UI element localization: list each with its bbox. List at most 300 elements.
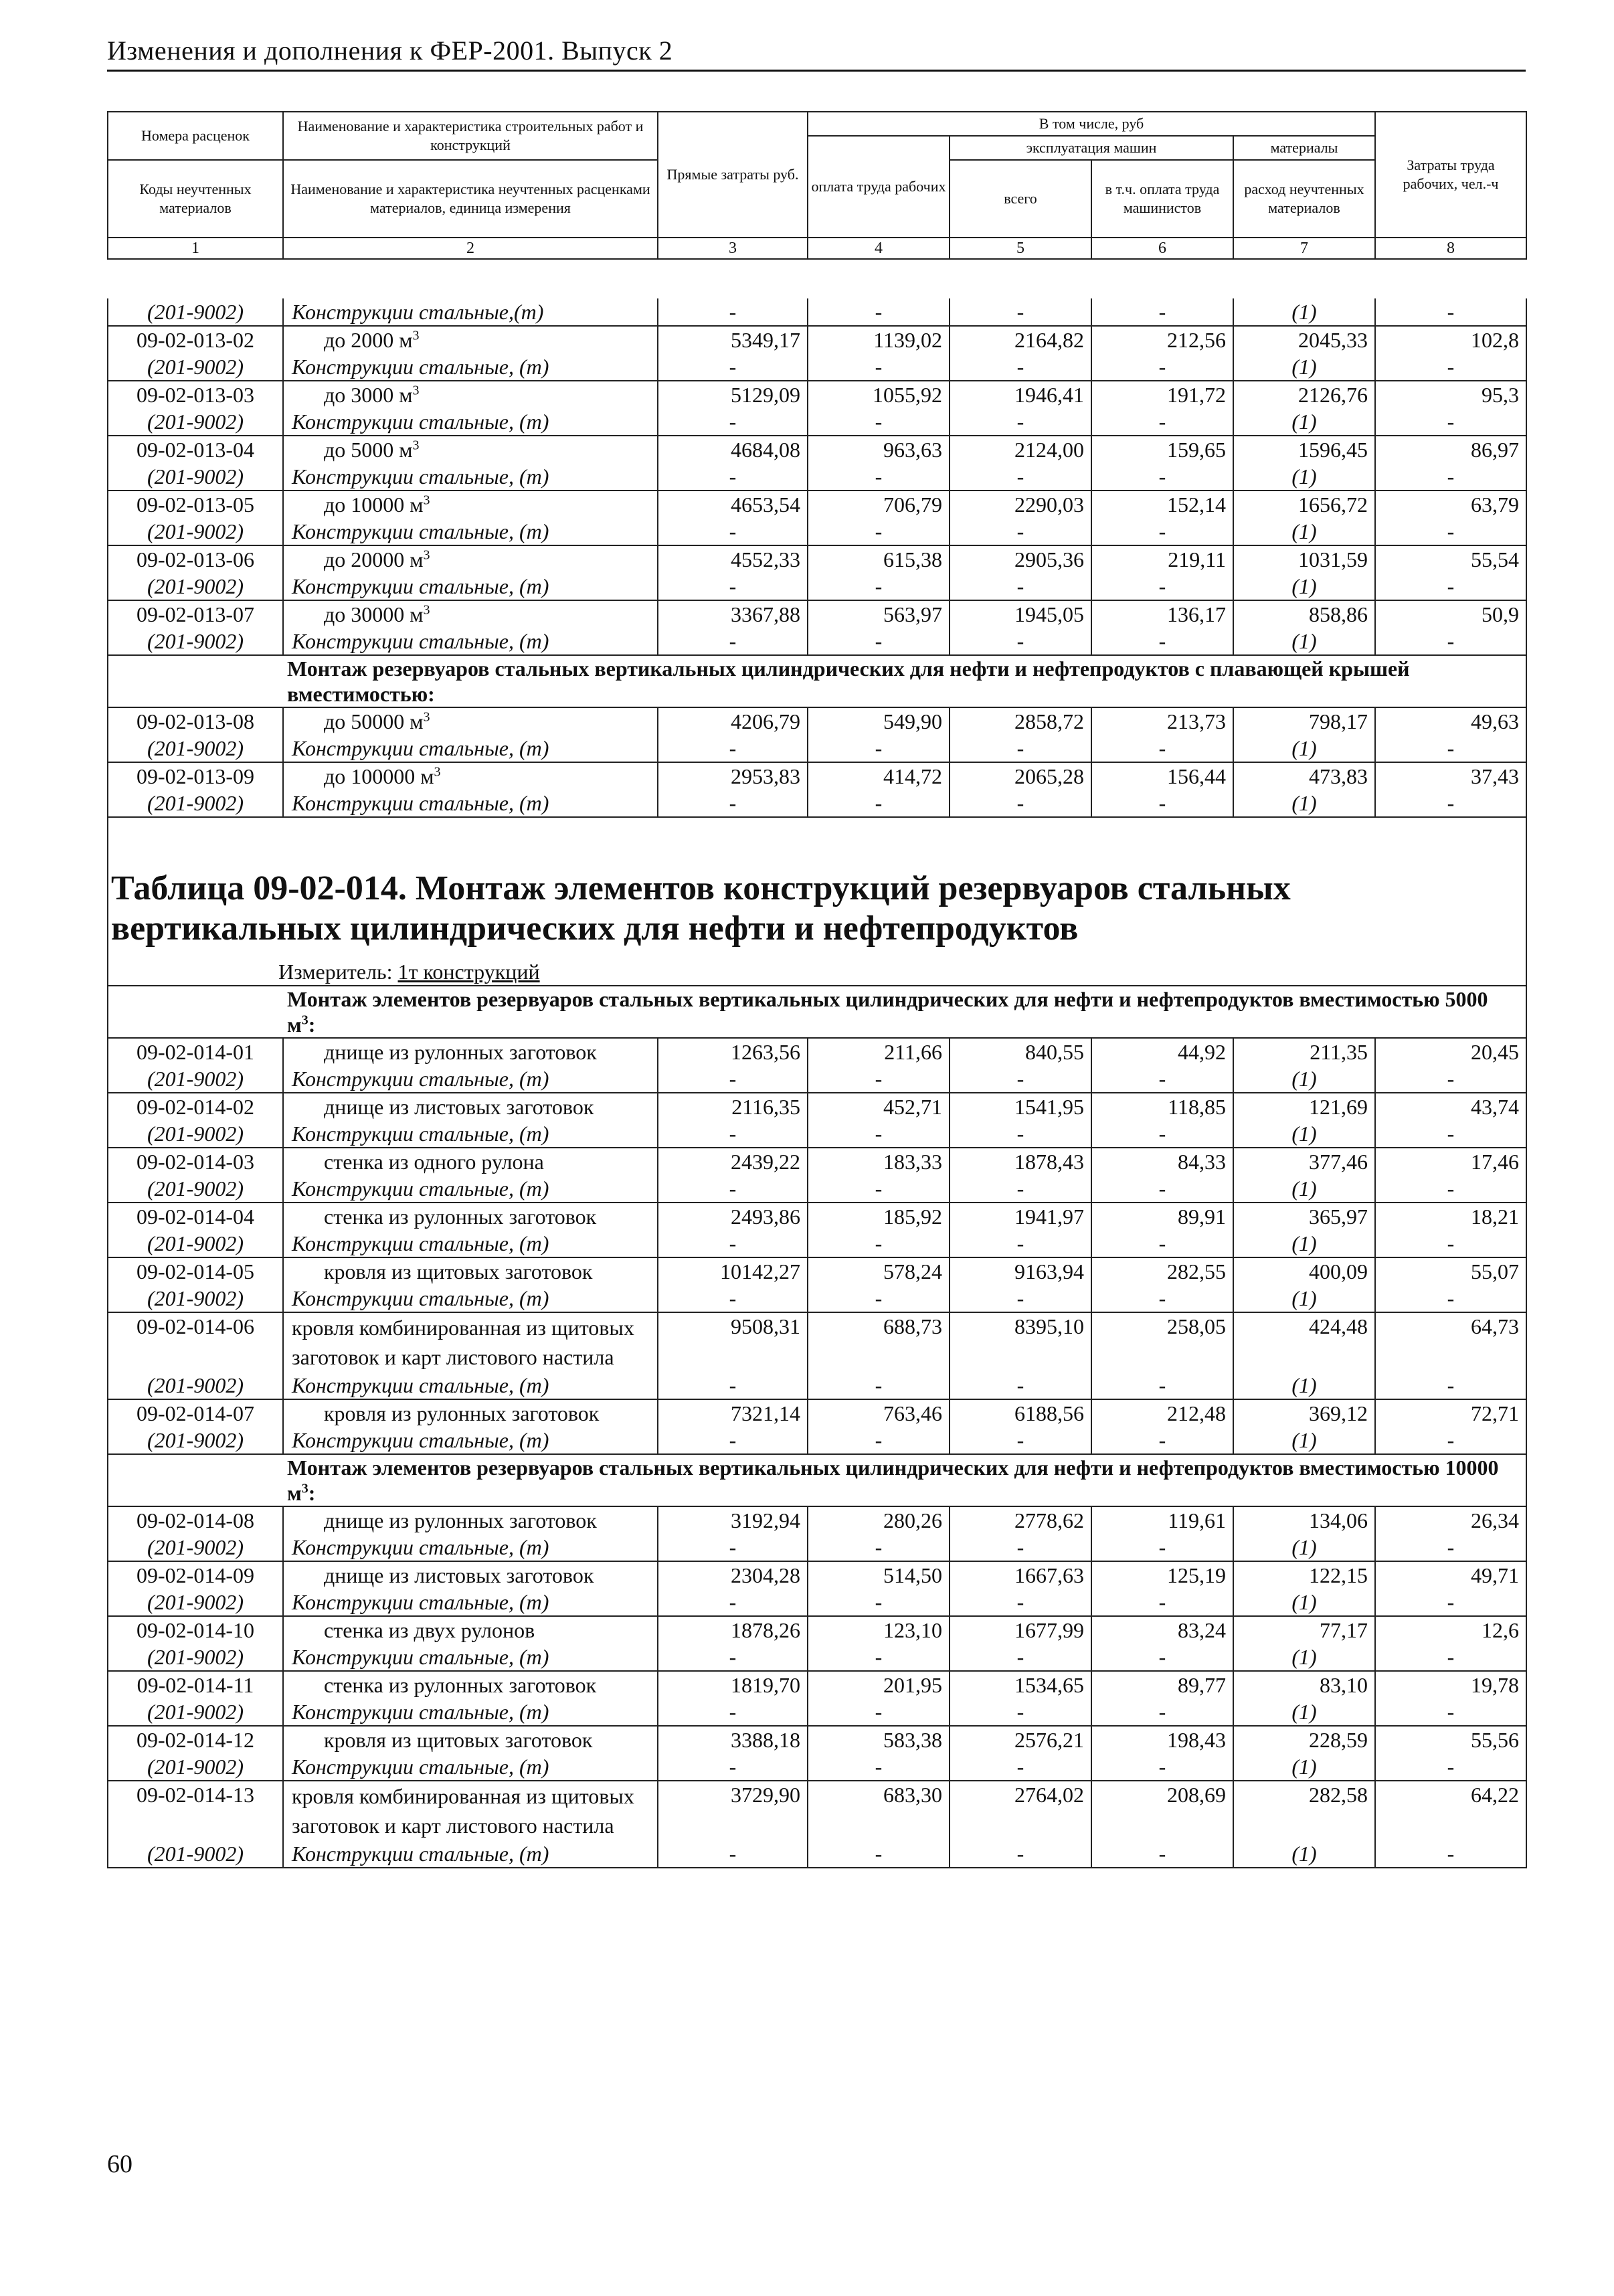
rate-value: 72,71 [1375, 1399, 1526, 1427]
rate-value: 1878,26 [658, 1616, 808, 1644]
rate-name-text: до 30000 м [324, 602, 424, 626]
material-quantity: (1) [1233, 1534, 1375, 1561]
material-row [108, 1840, 1526, 1868]
material-name: Конструкции стальные, (т) [283, 1534, 658, 1561]
rate-value: 1946,41 [950, 381, 1091, 408]
rate-value: 20,45 [1375, 1038, 1526, 1065]
rate-code: 09-02-014-08 [108, 1506, 283, 1534]
rate-value: 1534,65 [950, 1671, 1091, 1698]
value-dash: - [808, 1120, 950, 1148]
rate-value: 121,69 [1233, 1093, 1375, 1120]
rate-value: 400,09 [1233, 1257, 1375, 1285]
rate-value: 49,71 [1375, 1561, 1526, 1589]
rate-name [283, 381, 658, 408]
rate-value: 152,14 [1091, 491, 1233, 518]
value-dash: - [1375, 1372, 1526, 1399]
material-quantity: (1) [1233, 573, 1375, 600]
material-row [108, 353, 1526, 381]
value-dash: - [950, 1698, 1091, 1726]
section-heading-row [108, 1454, 1526, 1506]
rate-value: 89,77 [1091, 1671, 1233, 1698]
material-quantity: (1) [1233, 735, 1375, 762]
value-dash: - [1091, 790, 1233, 817]
material-name: Конструкции стальные, (т) [283, 1120, 658, 1148]
material-name: Конструкции стальные, (т) [283, 408, 658, 436]
rate-name [283, 491, 658, 518]
rate-row [108, 1093, 1526, 1120]
material-code: (201-9002) [108, 1753, 283, 1781]
rate-value: 63,79 [1375, 491, 1526, 518]
header-rule [107, 70, 1526, 72]
material-row [108, 408, 1526, 436]
rate-name-text: днище из рулонных заготовок [324, 1040, 597, 1064]
material-row [108, 1065, 1526, 1093]
superscript: 3 [301, 1012, 308, 1028]
value-dash: - [808, 1175, 950, 1203]
material-row [108, 1534, 1526, 1561]
rate-name-text: до 10000 м [324, 493, 424, 517]
superscript: 3 [301, 1481, 308, 1496]
material-row [108, 518, 1526, 545]
material-name: Конструкции стальные, (т) [283, 1175, 658, 1203]
rates-table [107, 298, 1527, 1868]
material-code: (201-9002) [108, 1285, 283, 1312]
value-dash: - [658, 463, 808, 491]
material-quantity: (1) [1233, 1644, 1375, 1671]
rate-value: 2116,35 [658, 1093, 808, 1120]
value-dash: - [1375, 1175, 1526, 1203]
value-dash: - [1091, 1427, 1233, 1454]
value-dash: - [658, 1534, 808, 1561]
value-dash: - [808, 1285, 950, 1312]
rate-value: 43,74 [1375, 1093, 1526, 1120]
rate-row [108, 1781, 1526, 1840]
value-dash: - [1091, 735, 1233, 762]
material-quantity: (1) [1233, 463, 1375, 491]
col-header-materials: материалы [1233, 136, 1375, 160]
value-dash: - [950, 1840, 1091, 1868]
material-name: Конструкции стальные,(т) [283, 298, 658, 326]
rate-value: 2124,00 [950, 436, 1091, 463]
value-dash: - [1091, 1372, 1233, 1399]
rate-value: 55,54 [1375, 545, 1526, 573]
superscript: 3 [423, 493, 430, 508]
rate-name-text: до 5000 м [324, 438, 413, 462]
value-dash: - [808, 628, 950, 655]
superscript: 3 [412, 438, 420, 453]
value-dash: - [950, 1175, 1091, 1203]
value-dash: - [808, 518, 950, 545]
rate-value: 118,85 [1091, 1093, 1233, 1120]
value-dash: - [1091, 463, 1233, 491]
rate-value: 3729,90 [658, 1781, 808, 1840]
rate-value: 49,63 [1375, 707, 1526, 735]
rate-code: 09-02-013-07 [108, 600, 283, 628]
rate-value: 583,38 [808, 1726, 950, 1753]
rate-value: 37,43 [1375, 762, 1526, 790]
rate-row [108, 1561, 1526, 1589]
col-header-material-codes: Коды неучтенных материалов [108, 160, 283, 238]
rate-code: 09-02-014-07 [108, 1399, 283, 1427]
value-dash: - [1375, 298, 1526, 326]
value-dash: - [950, 463, 1091, 491]
material-quantity: (1) [1233, 1589, 1375, 1616]
rate-code: 09-02-013-08 [108, 707, 283, 735]
rate-value: 212,56 [1091, 326, 1233, 353]
value-dash: - [1375, 463, 1526, 491]
rate-value: 1667,63 [950, 1561, 1091, 1589]
value-dash: - [658, 1753, 808, 1781]
col-header-machines-total: всего [950, 160, 1091, 238]
material-quantity: (1) [1233, 790, 1375, 817]
material-row [108, 790, 1526, 817]
rate-value: 2065,28 [950, 762, 1091, 790]
section-row-group [108, 1454, 1526, 1506]
rate-code: 09-02-014-10 [108, 1616, 283, 1644]
rate-value: 9163,94 [950, 1257, 1091, 1285]
value-dash: - [950, 408, 1091, 436]
rate-value: 1055,92 [808, 381, 950, 408]
superscript: 3 [412, 383, 420, 398]
table-title: Таблица 09-02-014. Монтаж элементов конструкций резервуаров стальных вертикальных цилиндрических для нефти и нефтепродуктов [108, 849, 1526, 958]
rate-value: 156,44 [1091, 762, 1233, 790]
rate-code: 09-02-014-09 [108, 1561, 283, 1589]
material-code: (201-9002) [108, 298, 283, 326]
value-dash: - [1091, 1120, 1233, 1148]
rate-name-text: кровля из щитовых заготовок [324, 1259, 593, 1284]
value-dash: - [1375, 408, 1526, 436]
rate-value: 19,78 [1375, 1671, 1526, 1698]
value-dash: - [658, 735, 808, 762]
material-quantity: (1) [1233, 518, 1375, 545]
value-dash: - [808, 1698, 950, 1726]
table-title-group [108, 817, 1526, 1038]
rate-value: 4206,79 [658, 707, 808, 735]
rate-code: 09-02-014-04 [108, 1203, 283, 1230]
value-dash: - [1375, 735, 1526, 762]
rate-value: 102,8 [1375, 326, 1526, 353]
material-name: Конструкции стальные, (т) [283, 1230, 658, 1257]
rate-code: 09-02-013-02 [108, 326, 283, 353]
superscript: 3 [423, 547, 430, 563]
material-name: Конструкции стальные, (т) [283, 353, 658, 381]
value-dash: - [1091, 1230, 1233, 1257]
rate-value: 452,71 [808, 1093, 950, 1120]
rate-name [283, 1616, 658, 1644]
rate-row [108, 762, 1526, 790]
rate-name [283, 600, 658, 628]
material-code: (201-9002) [108, 1698, 283, 1726]
material-row [108, 1698, 1526, 1726]
value-dash: - [658, 1589, 808, 1616]
rate-name-text: до 50000 м [324, 709, 424, 733]
rate-value: 615,38 [808, 545, 950, 573]
material-name: Конструкции стальные, (т) [283, 518, 658, 545]
material-quantity: (1) [1233, 1285, 1375, 1312]
material-row [108, 735, 1526, 762]
rate-value: 377,46 [1233, 1148, 1375, 1175]
material-row [108, 298, 1526, 326]
superscript: 3 [412, 328, 420, 343]
rate-value: 1139,02 [808, 326, 950, 353]
rate-code: 09-02-014-11 [108, 1671, 283, 1698]
value-dash: - [950, 1120, 1091, 1148]
value-dash: - [1375, 518, 1526, 545]
material-code: (201-9002) [108, 1840, 283, 1868]
value-dash: - [1375, 628, 1526, 655]
rate-value: 64,73 [1375, 1312, 1526, 1372]
value-dash: - [808, 1753, 950, 1781]
rate-name-text: до 3000 м [324, 383, 413, 407]
value-dash: - [808, 1230, 950, 1257]
section-heading-row [108, 986, 1526, 1038]
rate-name-text: кровля из рулонных заготовок [324, 1401, 600, 1425]
material-row [108, 1372, 1526, 1399]
rate-value: 1541,95 [950, 1093, 1091, 1120]
rate-value: 84,33 [1091, 1148, 1233, 1175]
col-header-including: В том числе, руб [808, 112, 1375, 136]
value-dash: - [808, 573, 950, 600]
value-dash: - [1375, 1753, 1526, 1781]
value-dash: - [950, 1534, 1091, 1561]
material-row [108, 1120, 1526, 1148]
rate-value: 10142,27 [658, 1257, 808, 1285]
col-header-material-consumption: расход неучтенных материалов [1233, 160, 1375, 238]
rate-value: 2304,28 [658, 1561, 808, 1589]
rate-value: 549,90 [808, 707, 950, 735]
rate-value: 2858,72 [950, 707, 1091, 735]
rate-row [108, 491, 1526, 518]
rate-row [108, 1671, 1526, 1698]
value-dash: - [1375, 1285, 1526, 1312]
rate-name-text: днище из листовых заготовок [324, 1095, 594, 1119]
rate-value: 26,34 [1375, 1506, 1526, 1534]
value-dash: - [1375, 573, 1526, 600]
rate-name [283, 1257, 658, 1285]
value-dash: - [1091, 1840, 1233, 1868]
section-row-group [108, 655, 1526, 707]
value-dash: - [808, 408, 950, 436]
value-dash: - [1375, 1698, 1526, 1726]
material-row [108, 1230, 1526, 1257]
rate-name-text: стенка из одного рулона [324, 1150, 544, 1174]
value-dash: - [658, 1285, 808, 1312]
rate-row [108, 707, 1526, 735]
column-number: 1 [108, 238, 283, 259]
rate-name [283, 1203, 658, 1230]
rate-value: 414,72 [808, 762, 950, 790]
material-quantity: (1) [1233, 1753, 1375, 1781]
rate-value: 1945,05 [950, 600, 1091, 628]
section-heading [283, 1454, 1526, 1506]
rate-value: 2953,83 [658, 762, 808, 790]
material-code: (201-9002) [108, 1372, 283, 1399]
rate-value: 5129,09 [658, 381, 808, 408]
table-header [107, 111, 1527, 260]
rate-value: 159,65 [1091, 436, 1233, 463]
value-dash: - [1375, 1534, 1526, 1561]
measure-label: Измеритель: [278, 960, 398, 984]
rate-value: 3388,18 [658, 1726, 808, 1753]
material-code: (201-9002) [108, 790, 283, 817]
measure-unit [108, 958, 1526, 986]
rate-value: 12,6 [1375, 1616, 1526, 1644]
material-quantity: (1) [1233, 353, 1375, 381]
rate-value: 201,95 [808, 1671, 950, 1698]
value-dash: - [658, 1840, 808, 1868]
rate-name [283, 436, 658, 463]
material-code: (201-9002) [108, 1120, 283, 1148]
rate-name [283, 1093, 658, 1120]
material-quantity: (1) [1233, 1175, 1375, 1203]
material-name: Конструкции стальные, (т) [283, 1065, 658, 1093]
material-code: (201-9002) [108, 628, 283, 655]
rate-value: 185,92 [808, 1203, 950, 1230]
value-dash: - [808, 463, 950, 491]
rate-value: 18,21 [1375, 1203, 1526, 1230]
material-code: (201-9002) [108, 1175, 283, 1203]
material-quantity: (1) [1233, 1065, 1375, 1093]
value-dash: - [658, 518, 808, 545]
section-heading-text: Монтаж элементов резервуаров стальных вертикальных цилиндрических для нефти и нефтепродуктов вместимостью 5000 м [287, 987, 1488, 1037]
value-dash: - [658, 1065, 808, 1093]
rate-name [283, 762, 658, 790]
rate-value: 1941,97 [950, 1203, 1091, 1230]
rate-value: 763,46 [808, 1399, 950, 1427]
rate-name-text: до 100000 м [324, 764, 434, 788]
material-name: Конструкции стальные, (т) [283, 1698, 658, 1726]
rate-value: 119,61 [1091, 1506, 1233, 1534]
section-heading-text: Монтаж элементов резервуаров стальных вертикальных цилиндрических для нефти и нефтепродуктов вместимостью 10000 м [287, 1455, 1499, 1505]
rate-value: 1819,70 [658, 1671, 808, 1698]
value-dash: - [658, 1175, 808, 1203]
col-header-worker-pay: оплата труда рабочих [808, 136, 950, 238]
rate-row [108, 1399, 1526, 1427]
superscript: 3 [423, 709, 430, 725]
rate-value: 83,10 [1233, 1671, 1375, 1698]
rate-value: 2576,21 [950, 1726, 1091, 1753]
col-header-work-name: Наименование и характеристика строительных работ и конструкций [283, 112, 658, 160]
material-code: (201-9002) [108, 518, 283, 545]
rate-value: 2905,36 [950, 545, 1091, 573]
rate-name [283, 1038, 658, 1065]
rate-value: 208,69 [1091, 1781, 1233, 1840]
rate-value: 1263,56 [658, 1038, 808, 1065]
rate-code: 09-02-014-05 [108, 1257, 283, 1285]
material-code: (201-9002) [108, 735, 283, 762]
value-dash: - [1091, 628, 1233, 655]
rate-row [108, 1616, 1526, 1644]
value-dash: - [808, 1589, 950, 1616]
rate-value: 198,43 [1091, 1726, 1233, 1753]
value-dash: - [950, 518, 1091, 545]
value-dash: - [950, 790, 1091, 817]
value-dash: - [658, 298, 808, 326]
value-dash: - [658, 1644, 808, 1671]
rate-row [108, 326, 1526, 353]
value-dash: - [1375, 1589, 1526, 1616]
value-dash: - [1091, 1175, 1233, 1203]
rate-row [108, 1203, 1526, 1230]
material-quantity: (1) [1233, 1698, 1375, 1726]
material-code: (201-9002) [108, 1427, 283, 1454]
material-row [108, 1644, 1526, 1671]
rate-value: 858,86 [1233, 600, 1375, 628]
superscript: 3 [434, 764, 441, 780]
section-heading-tail: : [308, 1012, 316, 1037]
value-dash: - [808, 1840, 950, 1868]
material-code: (201-9002) [108, 1230, 283, 1257]
rate-value: 211,35 [1233, 1038, 1375, 1065]
rate-name-text: днище из рулонных заготовок [324, 1508, 597, 1532]
rate-group [108, 1506, 1526, 1868]
value-dash: - [950, 573, 1091, 600]
value-dash: - [950, 1230, 1091, 1257]
rate-row [108, 545, 1526, 573]
value-dash: - [658, 628, 808, 655]
rate-code: 09-02-014-02 [108, 1093, 283, 1120]
material-name: Конструкции стальные, (т) [283, 1753, 658, 1781]
rate-value: 55,56 [1375, 1726, 1526, 1753]
value-dash: - [658, 1230, 808, 1257]
rate-value: 563,97 [808, 600, 950, 628]
rate-value: 83,24 [1091, 1616, 1233, 1644]
rate-code: 09-02-014-13 [108, 1781, 283, 1840]
section-heading-row [108, 655, 1526, 707]
value-dash: - [1375, 353, 1526, 381]
value-dash: - [658, 1120, 808, 1148]
rate-name-text: до 2000 м [324, 328, 413, 352]
material-row [108, 1285, 1526, 1312]
material-code: (201-9002) [108, 353, 283, 381]
rate-value: 3367,88 [658, 600, 808, 628]
material-code: (201-9002) [108, 1589, 283, 1616]
material-name: Конструкции стальные, (т) [283, 628, 658, 655]
rate-value: 963,63 [808, 436, 950, 463]
col-header-labor-hours: Затраты труда рабочих, чел.-ч [1375, 112, 1526, 238]
value-dash: - [658, 790, 808, 817]
value-dash: - [808, 1644, 950, 1671]
rate-name [283, 1399, 658, 1427]
rate-value: 122,15 [1233, 1561, 1375, 1589]
value-dash: - [950, 1372, 1091, 1399]
rate-value: 136,17 [1091, 600, 1233, 628]
rate-name [283, 1671, 658, 1698]
value-dash: - [808, 353, 950, 381]
material-name: Конструкции стальные, (т) [283, 1840, 658, 1868]
rate-value: 840,55 [950, 1038, 1091, 1065]
material-code: (201-9002) [108, 1534, 283, 1561]
page-number: 60 [107, 2150, 132, 2178]
rate-row [108, 436, 1526, 463]
rate-value: 1031,59 [1233, 545, 1375, 573]
rate-value: 365,97 [1233, 1203, 1375, 1230]
material-quantity: (1) [1233, 298, 1375, 326]
rate-value: 282,55 [1091, 1257, 1233, 1285]
material-quantity: (1) [1233, 1230, 1375, 1257]
value-dash: - [1375, 1065, 1526, 1093]
material-name: Конструкции стальные, (т) [283, 1285, 658, 1312]
value-dash: - [808, 1427, 950, 1454]
material-code: (201-9002) [108, 573, 283, 600]
rate-group [108, 1038, 1526, 1454]
column-number: 3 [658, 238, 808, 259]
rate-value: 6188,56 [950, 1399, 1091, 1427]
value-dash: - [1091, 1065, 1233, 1093]
material-row [108, 1753, 1526, 1781]
rate-row [108, 1312, 1526, 1372]
rate-name [283, 1781, 658, 1840]
